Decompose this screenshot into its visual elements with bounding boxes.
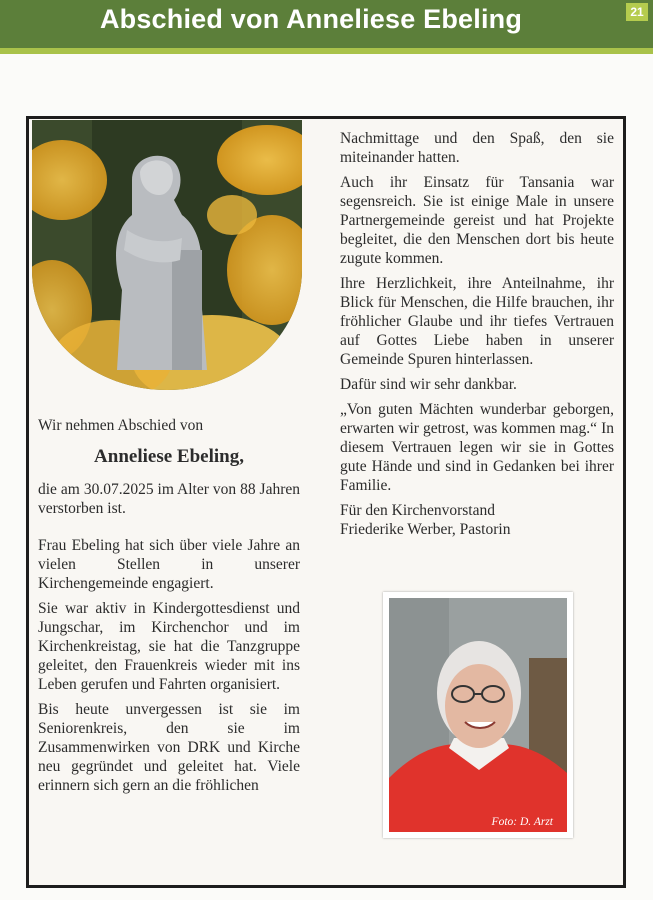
right-text-column xyxy=(340,129,614,545)
portrait-image xyxy=(389,598,567,832)
left-text-column xyxy=(38,416,300,801)
paragraph-engagement: Frau Ebeling hat sich über viele Jahre an vielen Stellen in unserer Kirchengemeinde engagiert. xyxy=(38,537,300,592)
deceased-name: Anneliese Ebeling xyxy=(94,446,240,467)
portrait-photo xyxy=(389,598,567,832)
paragraph-thanks: Dafür sind wir sehr dankbar. xyxy=(340,376,517,393)
name-comma: , xyxy=(239,446,244,467)
header-stripe xyxy=(0,48,653,54)
page-number-badge: 21 xyxy=(626,3,648,21)
angel-statue-image xyxy=(32,120,302,390)
paragraph-spacer xyxy=(38,524,300,536)
paragraph-quote: „Von guten Mächten wunderbar geborgen, erwarten wir getrost, was kommen mag.“ In diesem Vertrauen legen wir sie in Gottes gute Hände und sind in Gedanken bei ihrer Familie. xyxy=(340,401,614,494)
paragraph-warmth: Ihre Herzlichkeit, ihre Anteilnahme, ihr Blick für Menschen, die Hilfe brauchen, ihr fröhlicher Glaube und ihr tiefes Vertrauen auf Gottes Liebe haben in unserer Gemeinde Spuren hinterlassen. xyxy=(340,275,614,368)
deceased-name-line xyxy=(38,447,300,466)
signature-line-1: Für den Kirchenvorstand xyxy=(340,502,495,519)
dates-text: die am 30.07.2025 im Alter von 88 Jahren verstorben ist. xyxy=(38,481,300,517)
paragraph-tanzania: Auch ihr Einsatz für Tansania war segensreich. Sie ist einige Male in unsere Partnergemeinde gereist und hat Projekte begleitet, die den Menschen dort bis heute zugute kommen. xyxy=(340,174,614,267)
intro-text: Wir nehmen Abschied von xyxy=(38,417,204,434)
paragraph-activities: Sie war aktiv in Kindergottesdienst und Jungschar, im Kirchenchor und im Kirchenkreistag, sie hat die Tanzgruppe geleitet, den Frauenkreis wieder mit ins Leben gerufen und Fahrten organisiert. xyxy=(38,600,300,693)
angel-statue-photo xyxy=(32,120,302,390)
paragraph-seniors: Bis heute unvergessen ist sie im Seniorenkreis, den sie im Zusammenwirken von DRK und Kirche neu gegründet und geleitet hat. Viele erinnern sich gern an die fröhlichen xyxy=(38,701,300,794)
page-title: Abschied von Anneliese Ebeling xyxy=(99,4,523,34)
photo-credit: Foto: D. Arzt xyxy=(491,816,553,828)
signature-line-2: Friederike Werber, Pastorin xyxy=(340,521,511,538)
portrait-photo-frame xyxy=(383,592,573,838)
paragraph-afternoons: Nachmittage und den Spaß, den sie miteinander hatten. xyxy=(340,130,614,166)
signature-block xyxy=(340,501,614,539)
